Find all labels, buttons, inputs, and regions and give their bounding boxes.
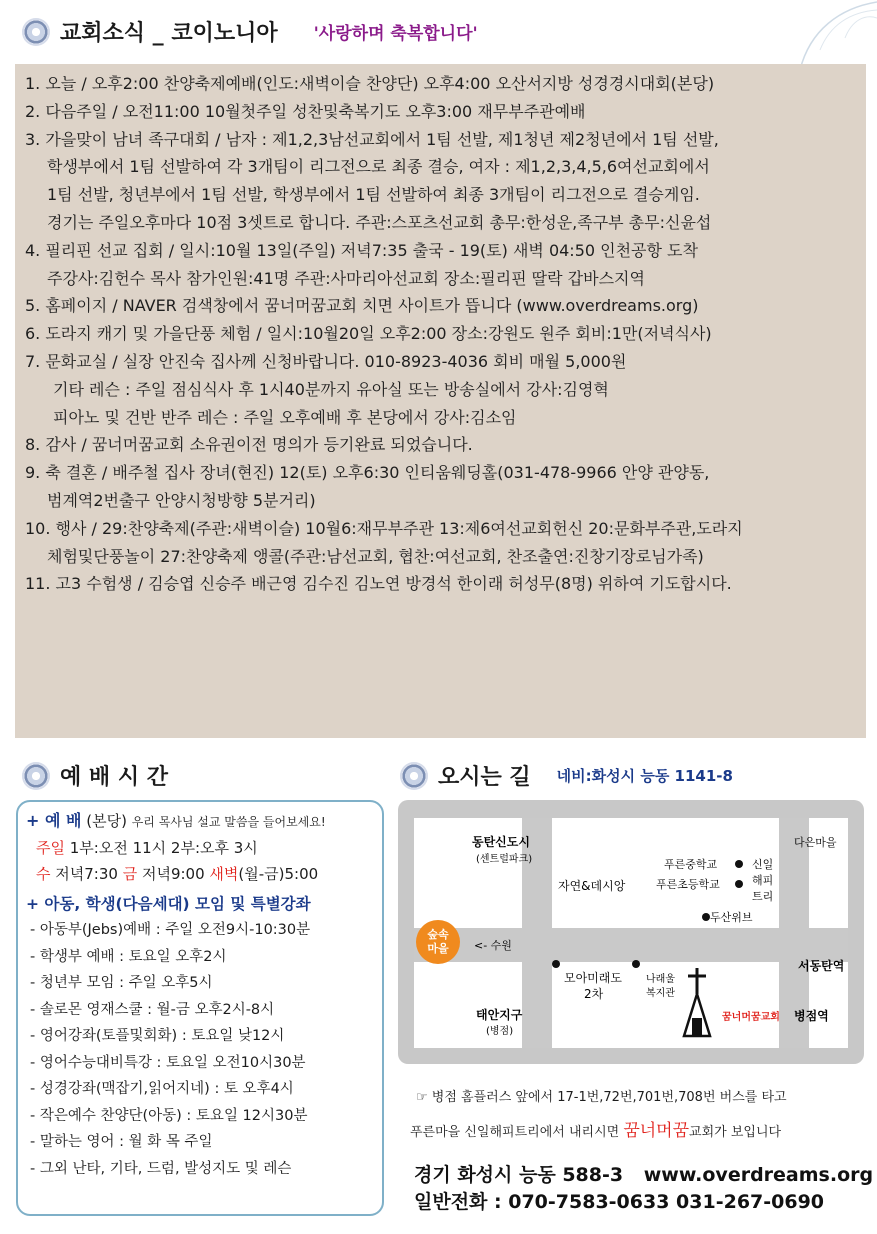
news-item: 10. 행사 / 29:찬양축제(주관:새벽이슬) 10월6:재무부주관 13:제6여선교회헌신 20:문화부주관,도라지 — [25, 518, 743, 538]
weekday-line — [26, 861, 374, 887]
map — [414, 818, 848, 1048]
map-frame — [398, 800, 864, 1064]
bus-directions-text: 푸른마을 신일해피트리에서 내리시면 — [410, 1125, 624, 1140]
nature-label: 자연&데시앙 — [558, 879, 626, 893]
youth-item: - 말하는 영어 : 월 화 목 주일 — [30, 1134, 213, 1150]
map-graphic — [414, 818, 848, 1048]
forest-label-1: 숲속 — [427, 928, 449, 941]
church-phone: 일반전화 : 070-7583-0633 031-267-0690 — [414, 1191, 825, 1213]
map-dot — [702, 913, 710, 921]
dareun-label: 다은마을 — [794, 836, 837, 849]
church-address: 경기 화성시 능동 588-3 — [414, 1164, 624, 1186]
wed-time: 저녁7:30 — [50, 865, 123, 883]
sunday-label: 주일 — [36, 839, 65, 857]
seodongtan-label: 서동탄역 — [798, 959, 845, 973]
suwon-label: <- 수원 — [474, 939, 512, 952]
leaf-decoration — [790, 0, 877, 70]
news-item: 1. 오늘 / 오후2:00 찬양축제예배(인도:새벽이슬 찬양단) 오후4:00 오산서지방 성경경시대회(본당) — [25, 74, 715, 93]
church-icon — [684, 968, 710, 1036]
news-item: 피아노 및 건반 반주 레슨 : 주일 오후예배 후 본당에서 강사:김소임 — [53, 407, 517, 427]
worship-panel — [16, 800, 384, 1216]
youth-item: - 학생부 예배 : 토요일 오후2시 — [30, 948, 227, 965]
road-north-south-1 — [522, 818, 552, 1048]
map-dot — [735, 860, 743, 868]
youth-title: + 아동, 학생(다음세대) 모임 및 특별강좌 — [26, 895, 311, 913]
dawn-time: (월-금)5:00 — [238, 865, 319, 883]
main-service-note: 우리 목사님 설교 말씀을 들어보세요! — [131, 815, 326, 829]
moai-label-2: 2차 — [584, 987, 604, 1001]
news-title: 교회소식 _ 코이노니아 — [60, 21, 278, 46]
worship-header — [22, 760, 168, 791]
youth-item: - 솔로몬 영재스쿨 : 월-금 오후2시-8시 — [30, 1001, 275, 1018]
map-dot — [632, 960, 640, 968]
directions-header — [400, 760, 733, 791]
flower-icon — [22, 762, 50, 790]
youth-item: - 성경강좌(맥잡기,읽어지네) : 토 오후4시 — [30, 1081, 294, 1097]
news-item: 1팀 선발, 청년부에서 1팀 선발, 학생부에서 1팀 선발하여 최종 3개팀이 리그전으로 결승게임. — [47, 185, 700, 205]
byeongjeom-label: 병점역 — [794, 1009, 829, 1023]
narae-label-2: 복지관 — [646, 988, 675, 999]
news-item: 8. 감사 / 꿈너머꿈교회 소유권이전 명의가 등기완료 되었습니다. — [25, 435, 473, 455]
wed-label: 수 — [36, 865, 51, 883]
flower-icon — [22, 18, 50, 46]
news-item: 7. 문화교실 / 실장 안진숙 집사께 신청바랍니다. 010-8923-4036 회비 매월 5,000원 — [25, 351, 627, 371]
forest-label-2: 마을 — [427, 942, 449, 955]
bus-directions-end: 교회가 보입니다 — [689, 1125, 782, 1140]
youth-item: - 영어강좌(토플및회화) : 토요일 낮12시 — [30, 1028, 285, 1044]
map-dot — [552, 960, 560, 968]
dusan-label: 두산위브 — [710, 911, 753, 924]
pureun-elem-label: 푸른초등학교 — [656, 878, 720, 891]
youth-item: - 청년부 모임 : 주일 오후5시 — [30, 975, 213, 991]
sinil-label-1: 신일 — [752, 858, 774, 871]
news-item: 11. 고3 수험생 / 김승엽 신승주 배근영 김수진 김노연 방경석 한이래 허성무(8명) 위하여 기도합시다. — [25, 574, 732, 594]
main-service-line — [26, 808, 374, 835]
fri-label: 금 — [122, 865, 138, 883]
bus-directions-line1: ☞ 병점 홈플러스 앞에서 17-1번,72번,701번,708번 버스를 타고 — [416, 1090, 787, 1105]
sinil-label-3: 트리 — [752, 890, 774, 903]
news-slogan: '사랑하며 축복합니다' — [313, 24, 478, 44]
central-park-label: (센트럴파크) — [476, 854, 533, 865]
fri-time: 저녁9:00 — [137, 865, 210, 883]
footer-address-line — [414, 1160, 873, 1187]
news-item: 기타 레슨 : 주일 점심식사 후 1시40분까지 유아실 또는 방송실에서 강사:김영혁 — [53, 379, 609, 399]
byeongjeom-sub-label: (병점) — [486, 1026, 514, 1037]
bus-directions-line2 — [410, 1116, 781, 1141]
news-item: 학생부에서 1팀 선발하여 각 3개팀이 리그전으로 최종 결승, 여자 : 제1,2,3,4,5,6여선교회에서 — [47, 157, 710, 177]
news-item: 범계역2번출구 안양시청방향 5분거리) — [47, 490, 316, 510]
news-item: 체험및단풍놀이 27:찬양축제 앵콜(주관:남선교회, 협찬:여선교회, 찬조출연:진창기장로님가족) — [47, 546, 704, 566]
news-item: 2. 다음주일 / 오전11:00 10월첫주일 성찬및축복기도 오후3:00 재무부주관예배 — [25, 101, 586, 121]
news-item: 9. 축 결혼 / 배주철 집사 장녀(현진) 12(토) 오후6:30 인티움웨딩홀(031-478-9966 안양 관양동, — [25, 463, 710, 483]
dawn-label: 새벽 — [209, 865, 239, 883]
taean-label: 태안지구 — [476, 1008, 523, 1022]
main-service-label: + 예 배 — [26, 811, 82, 830]
news-item: 5. 홈페이지 / NAVER 검색창에서 꿈너머꿈교회 치면 사이트가 뜹니다 (www.overdreams.org) — [25, 296, 699, 316]
sunday-line — [26, 835, 374, 861]
news-item: 주강사:김헌수 목사 참가인원:41명 주관:사마리아선교회 장소:필리핀 딸락 갑바스지역 — [47, 268, 645, 288]
youth-item: - 작은예수 찬양단(아동) : 토요일 12시30분 — [30, 1107, 308, 1124]
narae-label-1: 나래울 — [646, 974, 675, 985]
navi-address: 네비:화성시 능동 1141-8 — [556, 767, 733, 785]
map-dot — [735, 880, 743, 888]
news-header — [22, 16, 478, 47]
worship-title: 예 배 시 간 — [60, 765, 168, 790]
youth-item: - 그외 난타, 기타, 드럼, 발성지도 및 레슨 — [30, 1160, 292, 1177]
moai-label-1: 모아미래도 — [564, 971, 622, 985]
news-item: 경기는 주일오후마다 10점 3셋트로 합니다. 주관:스포츠선교회 총무:한성운,족구부 총무:신윤섭 — [47, 212, 712, 232]
news-panel — [15, 64, 866, 738]
pureun-mid-label: 푸른중학교 — [664, 858, 718, 871]
dongtan-label: 동탄신도시 — [472, 835, 530, 849]
bus-church-name: 꿈너머꿈 — [623, 1121, 690, 1141]
news-item: 4. 필리핀 선교 집회 / 일시:10월 13일(주일) 저녁7:35 출국 - 19(토) 새벽 04:50 인천공항 도착 — [25, 240, 698, 260]
news-item: 3. 가을맞이 남녀 족구대회 / 남자 : 제1,2,3남선교회에서 1팀 선발, 제1청년 제2청년에서 1팀 선발, — [25, 129, 719, 149]
youth-item: - 아동부(Jebs)예배 : 주일 오전9시-10:30분 — [30, 922, 311, 938]
main-service-place: (본당) — [86, 812, 127, 830]
church-map-label: 꿈너머꿈교회 — [722, 1012, 780, 1023]
sinil-label-2: 해피 — [752, 874, 774, 887]
flower-icon — [400, 762, 428, 790]
news-item: 6. 도라지 캐기 및 가을단풍 체험 / 일시:10월20일 오후2:00 장소:강원도 원주 회비:1만(저녁식사) — [25, 324, 712, 344]
directions-title: 오시는 길 — [438, 765, 531, 790]
church-website[interactable]: www.overdreams.org — [643, 1164, 874, 1186]
youth-item: - 영어수능대비특강 : 토요일 오전10시30분 — [30, 1054, 306, 1071]
sunday-times: 1부:오전 11시 2부:오후 3시 — [64, 839, 258, 857]
